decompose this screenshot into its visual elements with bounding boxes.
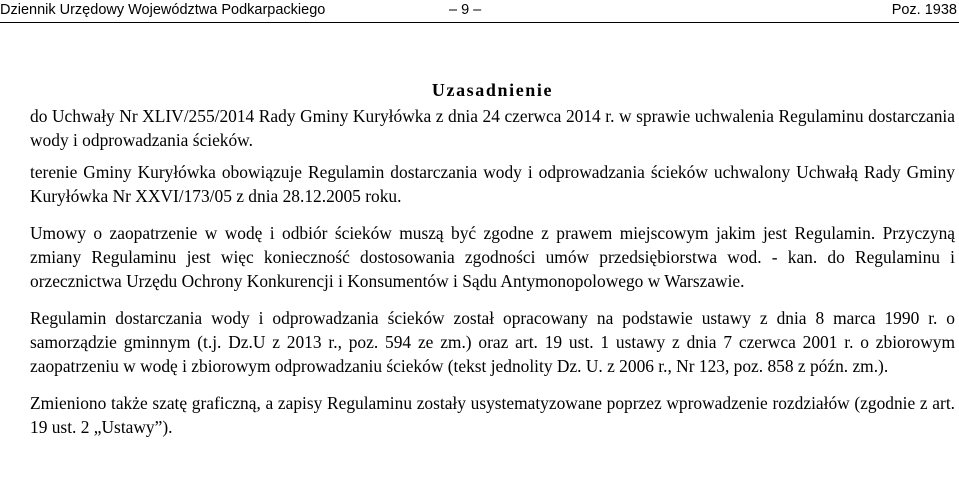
- paragraph-changes: Zmieniono także szatę graficzną, a zapisy Regulaminu zostały usystematyzowane poprzez wprowadzenie rozdziałów (zgodnie z art. 19 ust. 2 „Ustawy”).: [30, 393, 955, 437]
- page-header: [0, 0, 959, 20]
- header-divider: [0, 22, 959, 23]
- paragraph-current-regulation: terenie Gminy Kuryłówka obowiązuje Regulamin dostarczania wody i odprowadzania ścieków uchwalony Uchwałą Rady Gminy Kuryłówka Nr XXVI/173/05 z dnia 28.12.2005 roku.: [30, 162, 955, 206]
- journal-name: Dziennik Urzędowy Województwa Podkarpackiego: [0, 2, 326, 18]
- paragraph-reference: do Uchwały Nr XLIV/255/2014 Rady Gminy Kuryłówka z dnia 24 czerwca 2014 r. w sprawie uchwalenia Regulaminu dostarczania wody i odprowadzania ścieków.: [30, 106, 955, 150]
- paragraph-legal-basis: Regulamin dostarczania wody i odprowadzania ścieków został opracowany na podstawie ustawy z dnia 8 marca 1990 r. o samorządzie gminnym (t.j. Dz.U z 2013 r., poz. 594 ze zm.) oraz art. 19 ust. 1 ustawy z dnia 7 czerwca 2001 r. o zbiorowym zaopatrzeniu w wodę i zbiorowym odprowadzaniu ścieków (tekst jednolity Dz. U. z 2006 r., Nr 123, poz. 858 z późn. zm.).: [30, 308, 955, 376]
- document-body: [30, 78, 955, 439]
- page-number: – 9 –: [449, 2, 482, 18]
- position-number: Poz. 1938: [891, 2, 957, 18]
- document-title: Uzasadnienie: [431, 80, 554, 100]
- paragraph-contracts: Umowy o zaopatrzenie w wodę i odbiór ścieków muszą być zgodne z prawem miejscowym jakim jest Regulamin. Przyczyną zmiany Regulaminu jest więc konieczność dostosowania zgodności umów przedsiębiorstwa wod. - kan. do Regulaminu i orzecznictwa Urzędu Ochrony Konkurencji i Konsumentów i Sądu Antymonopolowego w Warszawie.: [30, 223, 955, 291]
